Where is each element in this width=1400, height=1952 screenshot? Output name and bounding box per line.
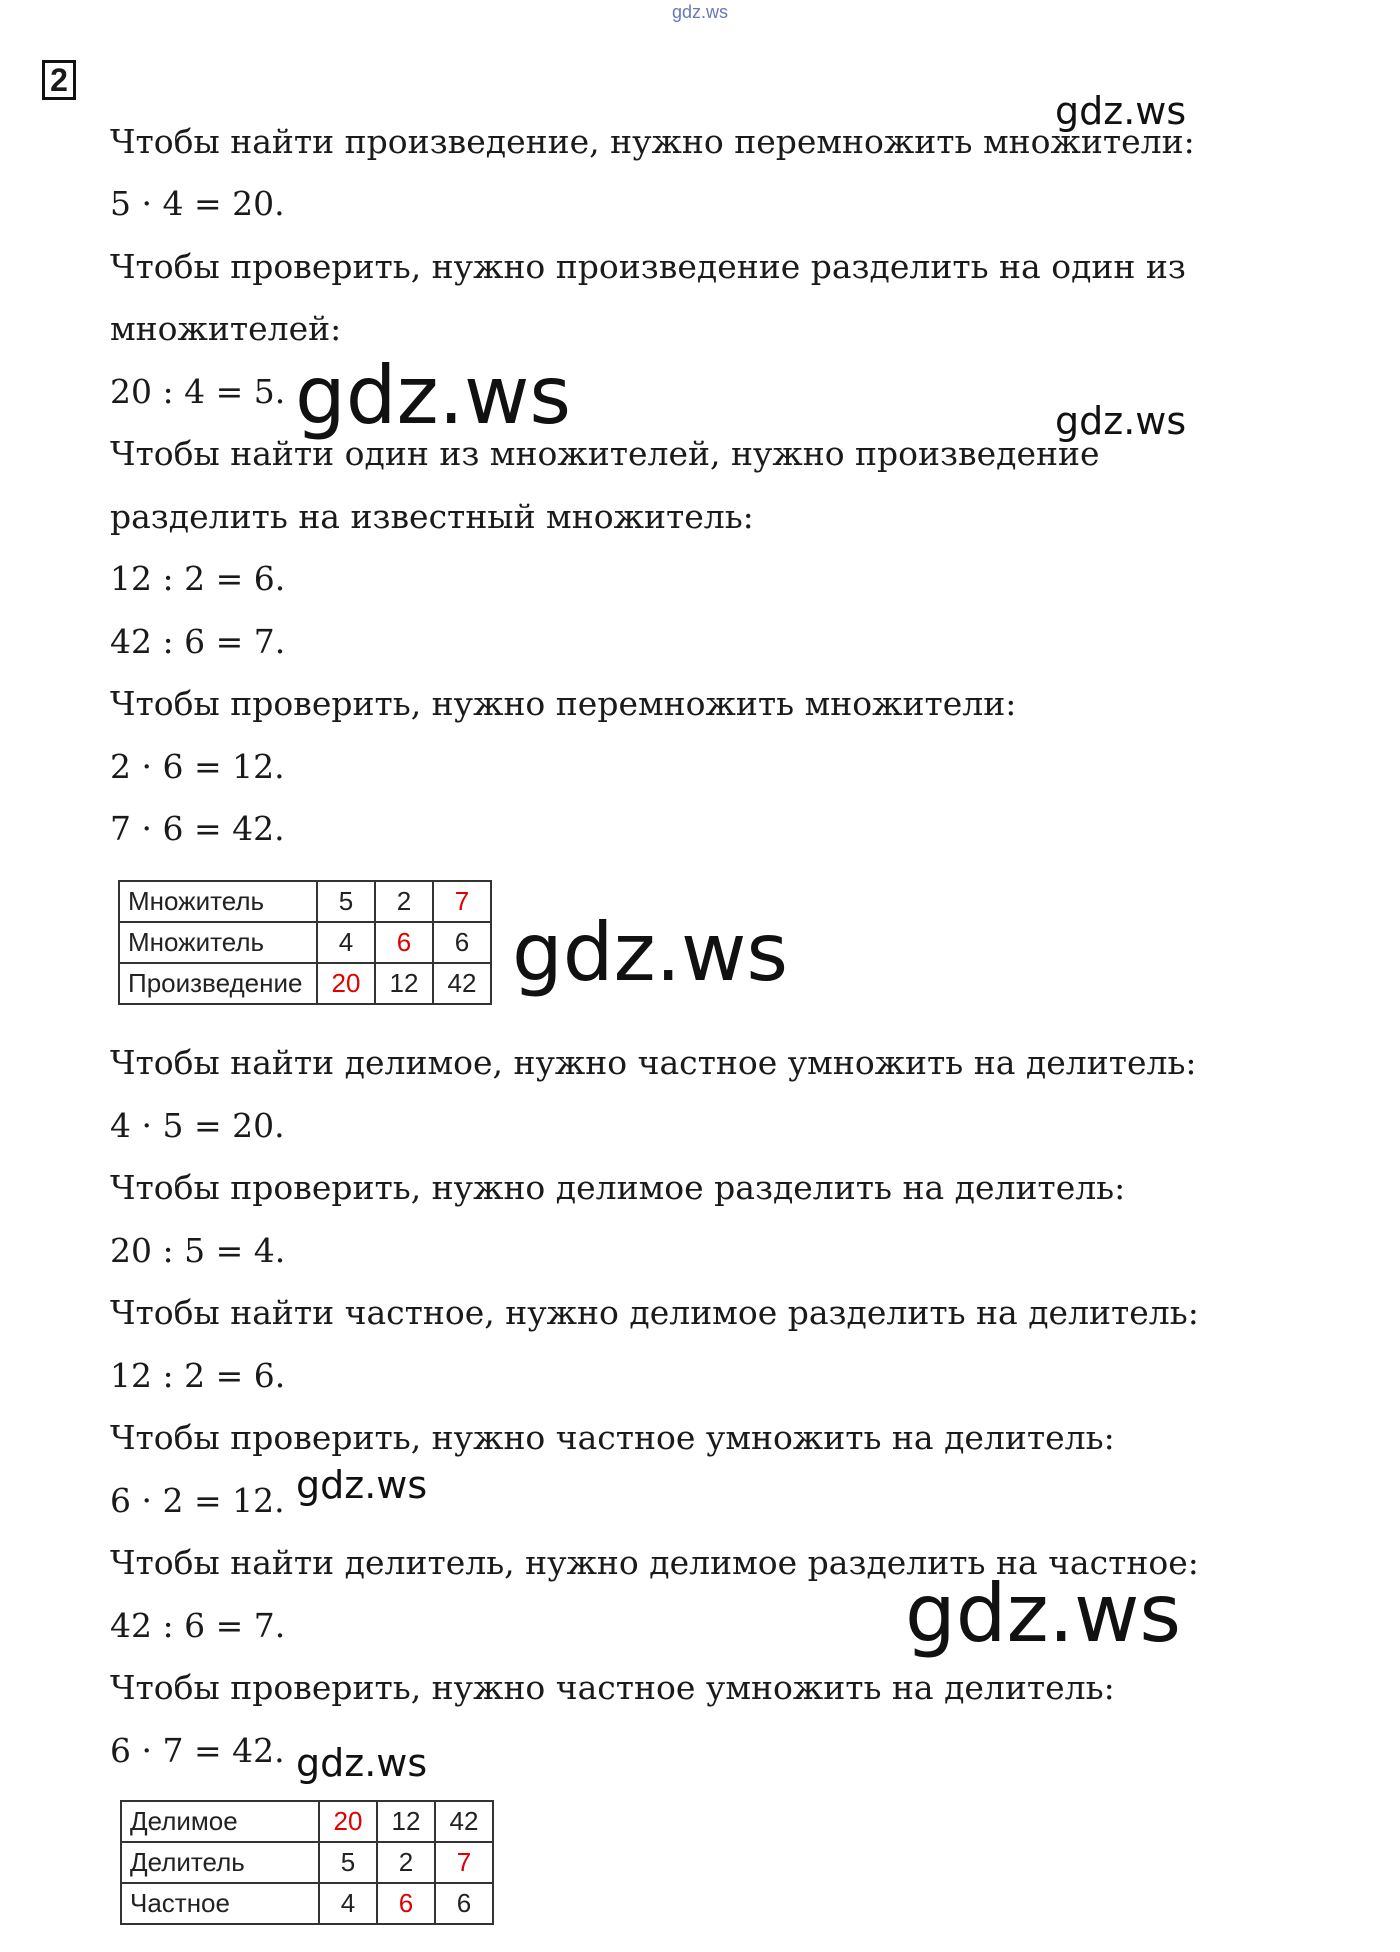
table-cell: 4: [317, 922, 375, 963]
row-label: Множитель: [119, 922, 317, 963]
equation-line: 20 : 4 = 5.: [110, 372, 286, 411]
watermark: gdz.ws: [512, 906, 789, 999]
text-line: Чтобы проверить, нужно частное умножить на делитель:: [110, 1668, 1115, 1707]
table-cell: 12: [377, 1801, 435, 1842]
text-line: Чтобы проверить, нужно произведение разделить на один из: [110, 247, 1186, 286]
row-label: Множитель: [119, 881, 317, 922]
watermark: gdz.ws: [296, 1741, 428, 1785]
top-watermark: gdz.ws: [672, 2, 729, 22]
table-cell: 5: [317, 881, 375, 922]
row-label: Произведение: [119, 963, 317, 1004]
table-cell: 42: [435, 1801, 493, 1842]
task-number: 2: [42, 60, 76, 100]
text-line: Чтобы проверить, нужно частное умножить на делитель:: [110, 1418, 1115, 1457]
text-line: Чтобы найти произведение, нужно перемножить множители:: [110, 122, 1195, 161]
answer-cell: 6: [375, 922, 433, 963]
watermark: gdz.ws: [296, 1463, 428, 1507]
table-cell: 2: [375, 881, 433, 922]
row-label: Делимое: [121, 1801, 319, 1842]
answer-cell: 7: [433, 881, 491, 922]
equation-line: 2 · 6 = 12.: [110, 747, 285, 786]
multiplication-table: [118, 880, 492, 1005]
table-row: [119, 881, 491, 922]
equation-line: 5 · 4 = 20.: [110, 184, 285, 223]
equation-line: 6 · 7 = 42.: [110, 1731, 285, 1770]
division-table: [120, 1800, 494, 1925]
table-cell: 42: [433, 963, 491, 1004]
table-cell: 6: [435, 1883, 493, 1924]
table-cell: 2: [377, 1842, 435, 1883]
table-row: [121, 1842, 493, 1883]
answer-cell: 7: [435, 1842, 493, 1883]
watermark: gdz.ws: [1055, 399, 1187, 443]
watermark: gdz.ws: [295, 349, 572, 442]
text-line: Чтобы проверить, нужно перемножить множители:: [110, 684, 1017, 723]
answer-cell: 20: [319, 1801, 377, 1842]
text-line: Чтобы найти делимое, нужно частное умножить на делитель:: [110, 1043, 1197, 1082]
table-row: [121, 1883, 493, 1924]
text-line: Чтобы проверить, нужно делимое разделить на делитель:: [110, 1168, 1126, 1207]
equation-line: 4 · 5 = 20.: [110, 1106, 285, 1145]
equation-line: 7 · 6 = 42.: [110, 809, 285, 848]
text-line: Чтобы найти один из множителей, нужно произведение: [110, 434, 1100, 473]
text-line: множителей:: [110, 309, 342, 348]
table-row: [121, 1801, 493, 1842]
table-row: [119, 963, 491, 1004]
table-cell: 6: [433, 922, 491, 963]
table-row: [119, 922, 491, 963]
equation-line: 6 · 2 = 12.: [110, 1481, 285, 1520]
watermark: gdz.ws: [905, 1567, 1182, 1660]
row-label: Частное: [121, 1883, 319, 1924]
table-cell: 4: [319, 1883, 377, 1924]
equation-line: 42 : 6 = 7.: [110, 622, 286, 661]
table-cell: 5: [319, 1842, 377, 1883]
text-line: Чтобы найти делитель, нужно делимое разделить на частное:: [110, 1543, 1199, 1582]
answer-cell: 20: [317, 963, 375, 1004]
table-cell: 12: [375, 963, 433, 1004]
equation-line: 12 : 2 = 6.: [110, 559, 286, 598]
answer-cell: 6: [377, 1883, 435, 1924]
equation-line: 12 : 2 = 6.: [110, 1356, 286, 1395]
equation-line: 20 : 5 = 4.: [110, 1231, 286, 1270]
text-line: разделить на известный множитель:: [110, 497, 754, 536]
equation-line: 42 : 6 = 7.: [110, 1606, 286, 1645]
text-line: Чтобы найти частное, нужно делимое разделить на делитель:: [110, 1293, 1199, 1332]
row-label: Делитель: [121, 1842, 319, 1883]
watermark: gdz.ws: [1055, 89, 1187, 133]
